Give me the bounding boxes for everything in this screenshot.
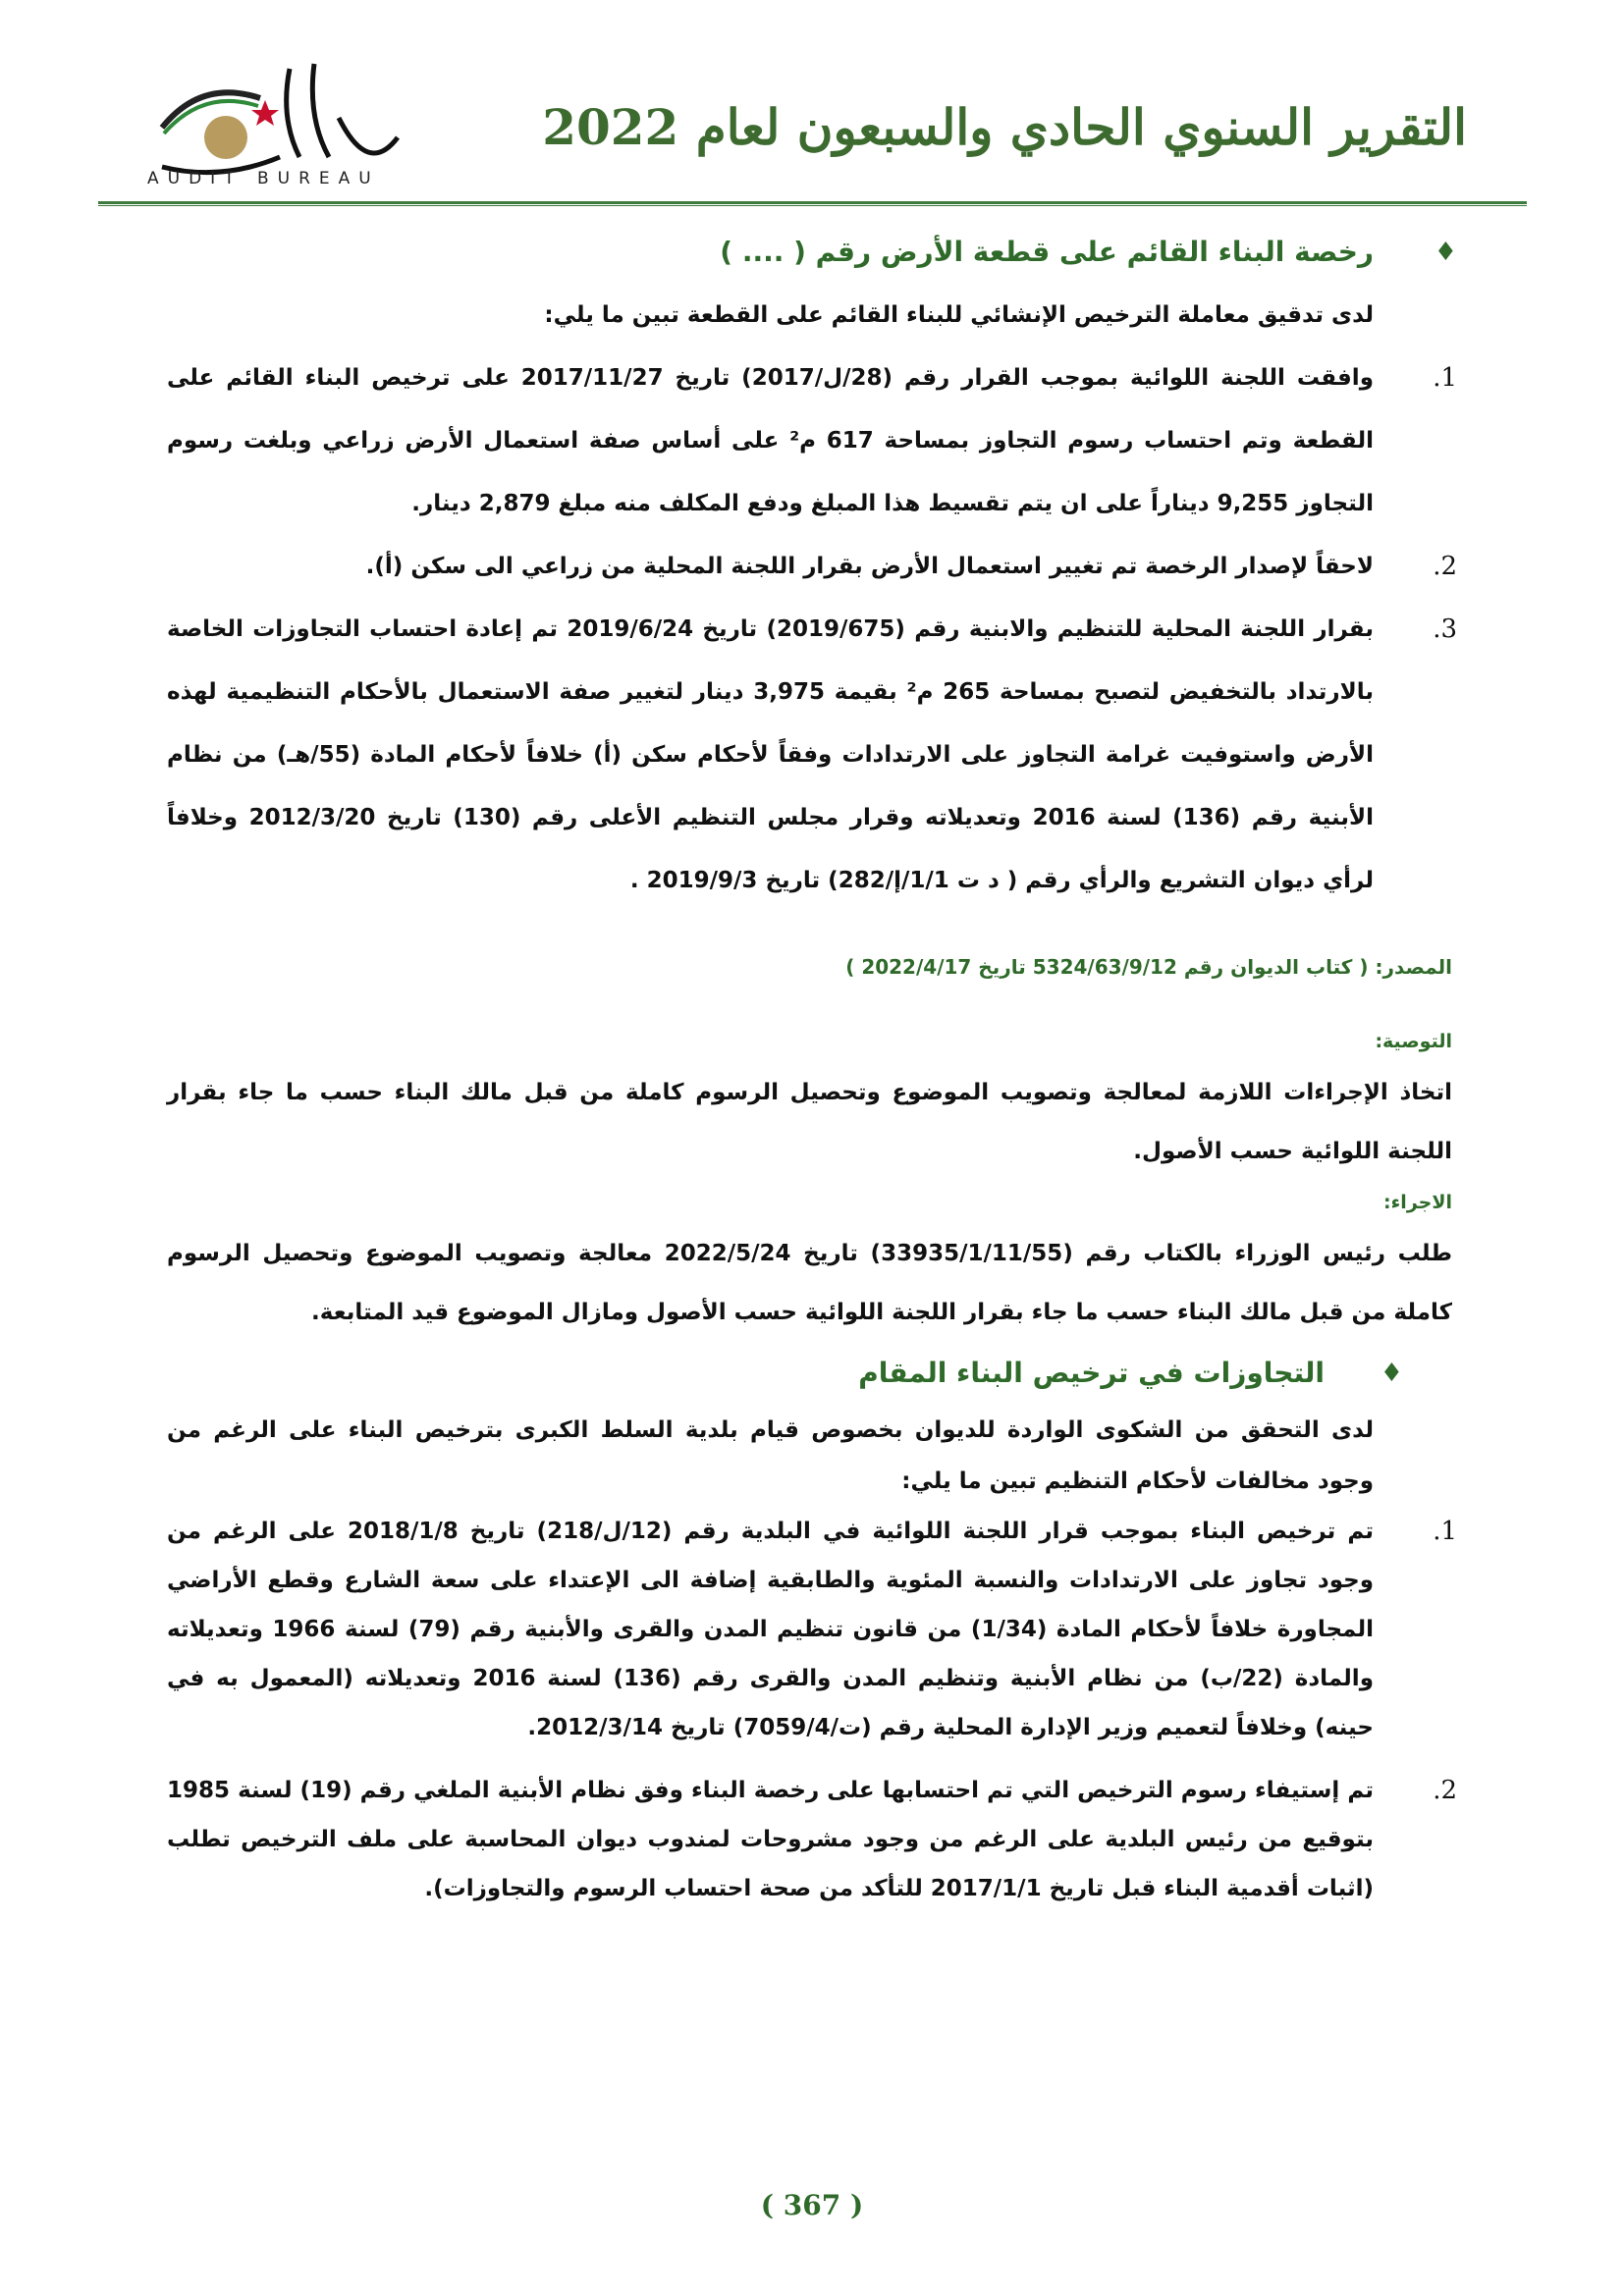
- item-number: 2.: [1433, 1776, 1457, 1805]
- diamond-bullet-icon: ♦: [1380, 1359, 1403, 1388]
- item-text: تم إستيفاء رسوم الترخيص التي تم احتسابها على رخصة البناء وفق نظام الأبنية الملغي رقم (19) لسنة 1985 بتوقيع من رئيس البلدية على الرغم من وجود مشروحات لمندوب ديوان المحاسبة على ملف الترخيص تطلب (اثبات أقدمية البناء قبل تاريخ 2017/1/1 للتأكد من صحة احتساب الرسوم والتجاوزات).: [167, 1778, 1374, 1901]
- list-item: [167, 1507, 1457, 1752]
- list-item: [167, 1766, 1457, 1913]
- findings-list: [167, 1507, 1457, 1913]
- item-number: 3.: [1433, 614, 1457, 644]
- item-text: وافقت اللجنة اللوائية بموجب القرار رقم (28/ل/2017) تاريخ 2017/11/27 على ترخيص البناء القائم على القطعة وتم احتساب رسوم التجاوز بمساحة 617 م² على أساس صفة استعمال الأرض زراعي وبلغت رسوم التجاوز 9,255 ديناراً على ان يتم تقسيط هذا المبلغ ودفع المكلف منه مبلغ 2,879 دينار.: [167, 365, 1374, 516]
- heading-text: رخصة البناء القائم على قطعة الأرض رقم ( .... ): [720, 236, 1374, 268]
- recommendation-label: التوصية:: [1375, 1031, 1452, 1052]
- recommendation-text: اتخاذ الإجراءات اللازمة لمعالجة وتصويب الموضوع وتحصيل الرسوم كاملة من قبل مالك البناء حسب ما جاء بقرار اللجنة اللوائية حسب الأصول.: [167, 1080, 1452, 1164]
- item-number: 2.: [1433, 552, 1457, 581]
- findings-list: [167, 347, 1457, 912]
- list-item: [167, 347, 1457, 535]
- section-heading: [167, 221, 1457, 284]
- report-title: التقرير السنوي الحادي والسبعون لعام 2022: [542, 98, 1467, 156]
- action-text: طلب رئيس الوزراء بالكتاب رقم (33935/1/11/55) تاريخ 2022/5/24 معالجة وتصويب الموضوع وتحصيل الرسوم كاملة من قبل مالك البناء حسب ما جاء بقرار اللجنة اللوائية حسب الأصول ومازال الموضوع قيد المتابعة.: [167, 1241, 1452, 1325]
- item-number: 1.: [1433, 363, 1457, 393]
- list-item: [167, 535, 1457, 598]
- logo-caption: AUDIT BUREAU: [147, 169, 380, 188]
- section-heading: [167, 1342, 1403, 1405]
- section-intro: لدى التحقق من الشكوى الواردة للديوان بخصوص قيام بلدية السلط الكبرى بترخيص البناء على الرغم من وجود مخالفات لأحكام التنظيم تبين ما يلي:: [167, 1417, 1374, 1494]
- header-divider: [98, 201, 1527, 204]
- source-reference: المصدر: ( كتاب الديوان رقم 5324/63/9/12 تاريخ 2022/4/17 ): [845, 955, 1452, 979]
- heading-text: التجاوزات في ترخيص البناء المقام: [858, 1357, 1325, 1389]
- header-divider-thin: [98, 205, 1527, 206]
- action-label: الاجراء:: [1383, 1192, 1452, 1213]
- audit-bureau-logo: [142, 59, 427, 187]
- section-intro: لدى تدقيق معاملة الترخيص الإنشائي للبناء القائم على القطعة تبين ما يلي:: [544, 302, 1374, 328]
- item-text: تم ترخيص البناء بموجب قرار اللجنة اللوائية في البلدية رقم (12/ل/218) تاريخ 2018/1/8 على الرغم من وجود تجاوز على الارتدادات والنسبة المئوية والطابقية إضافة الى الإعتداء على سعة الشارع وقطع الأراضي المجاورة خلافاً لأحكام المادة (1/34) من قانون تنظيم المدن والقرى والأبنية رقم (79) لسنة 1966 وتعديلاته والمادة (22/ب) من نظام الأبنية وتنظيم المدن والقرى رقم (136) لسنة 2016 وتعديلاته (المعمول به في حينه) وخلافاً لتعميم وزير الإدارة المحلية رقم (ت/7059/4) تاريخ 2012/3/14.: [167, 1519, 1375, 1740]
- item-text: لاحقاً لإصدار الرخصة تم تغيير استعمال الأرض بقرار اللجنة المحلية من زراعي الى سكن (أ).: [365, 554, 1374, 579]
- list-item: [167, 598, 1457, 912]
- page-content: [167, 221, 1457, 1913]
- item-number: 1.: [1433, 1517, 1457, 1546]
- diamond-bullet-icon: ♦: [1434, 238, 1457, 267]
- item-text: بقرار اللجنة المحلية للتنظيم والابنية رقم (2019/675) تاريخ 2019/6/24 تم إعادة احتساب التجاوزات الخاصة بالارتداد بالتخفيض لتصبح بمساحة 265 م² بقيمة 3,975 دينار لتغيير صفة الاستعمال بالأحكام التنظيمية لهذه الأرض واستوفيت غرامة التجاوز على الارتدادات وفقاً لأحكام سكن (أ) خلافاً لأحكام المادة (55/هـ) من نظام الأبنية رقم (136) لسنة 2016 وتعديلاته وقرار مجلس التنظيم الأعلى رقم (130) تاريخ 2012/3/20 وخلافاً لرأي ديوان التشريع والرأي رقم ( د ت 1/1/إ/282) تاريخ 2019/9/3 .: [167, 616, 1375, 893]
- page-number: ( 367 ): [760, 2189, 864, 2221]
